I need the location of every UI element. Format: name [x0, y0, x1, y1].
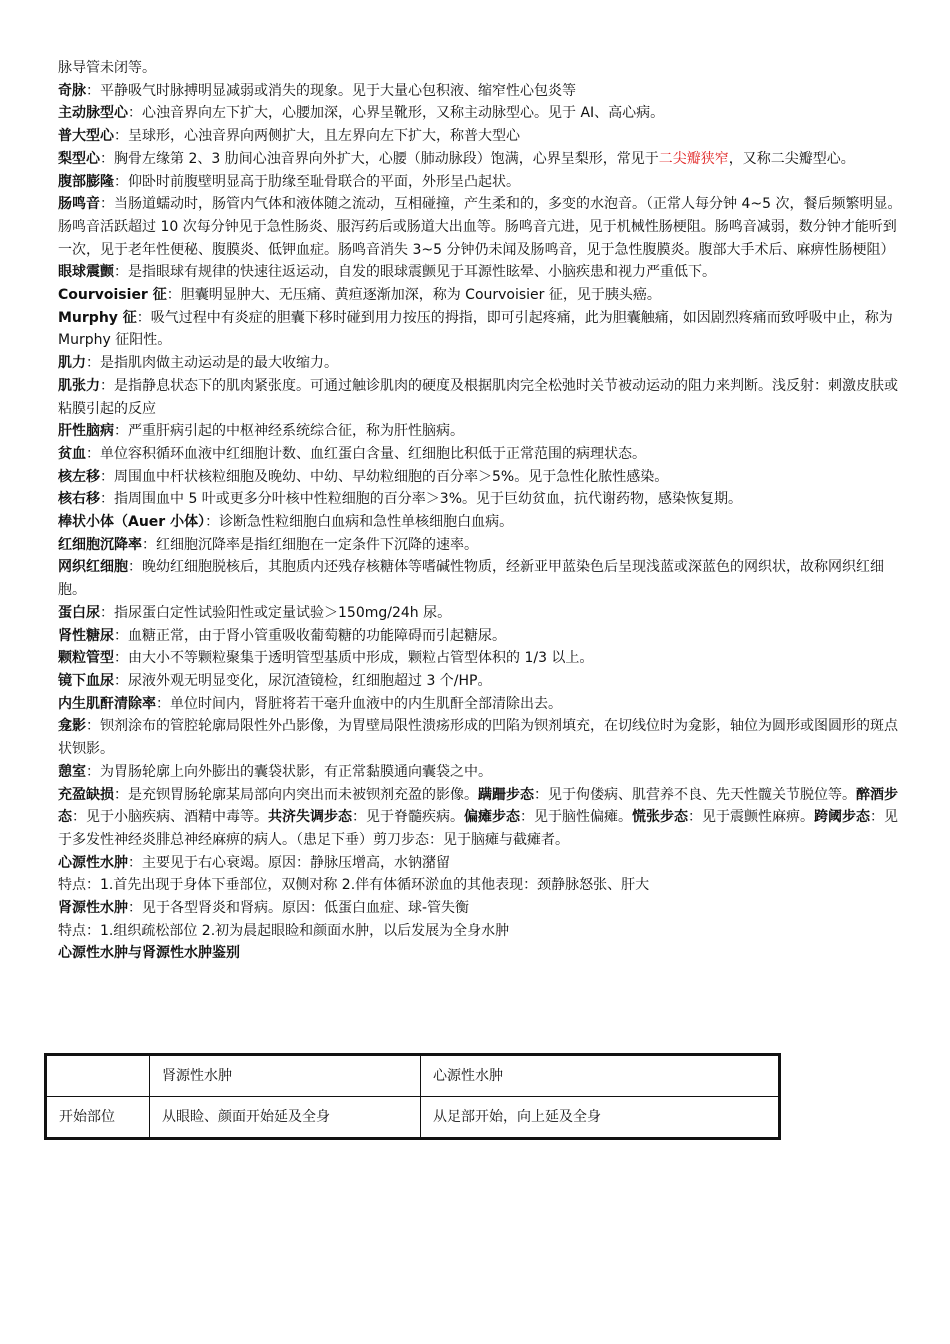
entry-text: ：由大小不等颗粒聚集于透明管型基质中形成，颗粒占管型体积的 1/3 以上。 — [114, 650, 594, 667]
entry-term: 心源性水肿 — [58, 854, 128, 871]
entry-text: ：见于脑性偏瘫。 — [520, 809, 632, 826]
entry-text: ：呈球形，心浊音界向两侧扩大，且左界向左下扩大，称普大型心 — [114, 128, 520, 145]
glossary-entry — [58, 920, 903, 943]
entry-text: ：仰卧时前腹壁明显高于肋缘至耻骨联合的平面，外形呈凸起状。 — [114, 173, 520, 190]
glossary-entry — [58, 693, 903, 716]
entries-list — [58, 57, 903, 942]
entry-term: 网织红细胞 — [58, 559, 128, 576]
entry-term: 慌张步态 — [632, 809, 688, 826]
glossary-entry — [58, 534, 903, 557]
entry-text: ：单位容积循环血液中红细胞计数、血红蛋白含量、红细胞比积低于正常范围的病理状态。 — [86, 445, 646, 462]
glossary-entry — [58, 874, 903, 897]
glossary-entry — [58, 670, 903, 693]
entry-term: 共济失调步态 — [268, 809, 352, 826]
table-row — [46, 1097, 780, 1139]
glossary-entry — [58, 625, 903, 648]
glossary-entry — [58, 715, 903, 760]
entry-text: ：血糖正常，由于肾小管重吸收葡萄糖的功能障碍而引起糖尿。 — [114, 627, 506, 644]
entry-term: 内生肌酐清除率 — [58, 695, 156, 712]
glossary-entry — [58, 556, 903, 601]
entry-text: ：晚幼红细胞脱核后，其胞质内还残存核糖体等嗜碱性物质，经新亚甲蓝染色后呈现浅蓝或深蓝色的网织状，故称网织红细胞。 — [58, 559, 884, 599]
entry-term: 镜下血尿 — [58, 672, 114, 689]
entry-term: 跨阈步态 — [814, 809, 870, 826]
glossary-entry — [58, 852, 903, 875]
glossary-entry — [58, 80, 903, 103]
glossary-entry — [58, 193, 903, 261]
entry-term: 梨型心 — [58, 150, 100, 167]
table-cell: 心源性水肿 — [421, 1055, 780, 1097]
entry-term: 腹部膨隆 — [58, 173, 114, 190]
table-cell: 从足部开始，向上延及全身 — [421, 1097, 780, 1139]
glossary-entry — [58, 466, 903, 489]
glossary-entry — [58, 784, 903, 852]
glossary-entry — [58, 602, 903, 625]
highlighted-text: 二尖瓣狭窄 — [658, 150, 729, 167]
entry-term: Courvoisier 征 — [58, 287, 167, 304]
entry-term: 醉酒步态 — [58, 786, 898, 826]
entry-term: 肌力 — [58, 355, 86, 372]
entry-text: ：诊断急性粒细胞白血病和急性单核细胞白血病。 — [205, 514, 514, 531]
entry-text: ：胸骨左缘第 2、3 肋间心浊音界向外扩大，心腰（肺动脉段）饱满，心界呈梨形，常见于 — [100, 150, 659, 167]
glossary-entry — [58, 171, 903, 194]
glossary-entry — [58, 125, 903, 148]
entry-text: ：钡剂涂布的管腔轮廓局限性外凸影像，为胃壁局限性溃疡形成的凹陷为钡剂填充，在切线位时为龛影，轴位为圆形或图圆形的斑点状钡影。 — [58, 718, 898, 758]
entry-text: ：见于各型肾炎和肾病。原因：低蛋白血症、球-管失衡 — [128, 900, 470, 917]
entry-term: 蹒跚步态 — [478, 786, 534, 803]
entry-text: ：严重肝病引起的中枢神经系统综合征，称为肝性脑病。 — [114, 423, 464, 440]
entry-text: ：吸气过程中有炎症的胆囊下移时碰到用力按压的拇指，即可引起疼痛，此为胆囊触痛，如因剧烈疼痛而致呼吸中止，称为 Murphy 征阳性。 — [58, 309, 893, 349]
table-cell — [46, 1055, 150, 1097]
entry-text: ：是充钡胃肠轮廓某局部向内突出而未被钡剂充盈的影像。 — [114, 786, 478, 803]
glossary-entry — [58, 307, 903, 352]
entry-term: 憩室 — [58, 763, 86, 780]
glossary-entry — [58, 761, 903, 784]
entry-text: ：周围血中杆状核粒细胞及晚幼、中幼、早幼粒细胞的百分率＞5%。见于急性化脓性感染。 — [100, 468, 669, 485]
entry-text: ：胆囊明显肿大、无压痛、黄疸逐渐加深，称为 Courvoisier 征，见于胰头癌。 — [166, 287, 661, 304]
entry-text: ：当肠道蠕动时，肠管内气体和液体随之流动，互相碰撞，产生柔和的，多变的水泡音。（正常人每分钟 4~5 次，餐后频繁明显。肠鸣音活跃超过 10 次每分钟见于急性肠炎、服泻药后或肠道大出血等。肠鸣音亢进，见于机械性肠梗阻。肠鸣音减弱，数分钟才能听到一次，见于老年性便秘、腹膜炎、低钾血症。肠鸣音消失 3~5 分钟仍未闻及肠鸣音，见于急性腹膜炎。腹部大手术后、麻痹性肠梗阻） — [58, 196, 902, 258]
entry-text: ，又称二尖瓣型心。 — [728, 150, 855, 167]
glossary-entry — [58, 897, 903, 920]
entry-term: 贫血 — [58, 445, 86, 462]
entry-text: ：见于脊髓疾病。 — [352, 809, 464, 826]
glossary-entry — [58, 148, 903, 171]
table-cell: 肾源性水肿 — [150, 1055, 421, 1097]
entry-text: ：平静吸气时脉搏明显减弱或消失的现象。见于大量心包积液、缩窄性心包炎等 — [86, 82, 576, 99]
entry-text: ：是指静息状态下的肌肉紧张度。可通过触诊肌肉的硬度及根据肌肉完全松弛时关节被动运动的阻力来判断。浅反射：刺激皮肤或粘膜引起的反应 — [58, 377, 898, 417]
entry-term: 充盈缺损 — [58, 786, 114, 803]
entry-term: 偏瘫步态 — [464, 809, 520, 826]
table-cell: 开始部位 — [46, 1097, 150, 1139]
glossary-entry — [58, 420, 903, 443]
entry-text: ：心浊音界向左下扩大，心腰加深，心界呈靴形，又称主动脉型心。见于 AI、高心病。 — [128, 105, 665, 122]
entry-term: 肌张力 — [58, 377, 100, 394]
document-page — [58, 57, 903, 1125]
entry-text: 特点：1.首先出现于身体下垂部位，双侧对称 2.伴有体循环淤血的其他表现：颈静脉怒张、肝大 — [58, 877, 650, 894]
table-header-row — [46, 1055, 780, 1097]
entry-text: ：见于震颤性麻痹。 — [688, 809, 814, 826]
entry-term: 肠鸣音 — [58, 196, 100, 213]
entry-text: ：尿液外观无明显变化，尿沉渣镜检，红细胞超过 3 个/HP。 — [114, 672, 492, 689]
glossary-entry — [58, 488, 903, 511]
entry-term: 主动脉型心 — [58, 105, 128, 122]
glossary-entry — [58, 443, 903, 466]
entry-text: ：单位时间内，肾脏将若干毫升血液中的内生肌酐全部清除出去。 — [156, 695, 562, 712]
glossary-entry — [58, 375, 903, 420]
entry-text: 脉导管未闭等。 — [58, 60, 156, 76]
entry-term: 肝性脑病 — [58, 423, 114, 440]
entry-term: 蛋白尿 — [58, 604, 100, 621]
table-cell: 从眼睑、颜面开始延及全身 — [150, 1097, 421, 1139]
entry-term: 核左移 — [58, 468, 100, 485]
entry-text: ：见于多发性神经炎腓总神经麻痹的病人。（患足下垂）剪刀步态：见于脑瘫与截瘫者。 — [58, 809, 898, 848]
entry-text: ：为胃肠轮廓上向外膨出的囊袋状影，有正常黏膜通向囊袋之中。 — [86, 763, 492, 780]
entry-text: ：红细胞沉降率是指红细胞在一定条件下沉降的速率。 — [142, 536, 478, 553]
entry-term: 肾源性水肿 — [58, 900, 128, 917]
entry-term: Murphy 征 — [58, 309, 137, 326]
entry-term: 眼球震颤 — [58, 264, 114, 281]
entry-term: 龛影 — [58, 718, 86, 735]
entry-text: ：是指肌肉做主动运动是的最大收缩力。 — [86, 355, 338, 372]
entry-term: 红细胞沉降率 — [58, 536, 142, 553]
glossary-entry — [58, 102, 903, 125]
entry-text: ：见于佝偻病、肌营养不良、先天性髋关节脱位等。 — [534, 786, 856, 803]
entry-term: 奇脉 — [58, 82, 86, 99]
glossary-entry — [58, 352, 903, 375]
glossary-entry — [58, 57, 903, 80]
entry-text: ：是指眼球有规律的快速往返运动，自发的眼球震颤见于耳源性眩晕、小脑疾患和视力严重低下。 — [114, 264, 716, 281]
table-title: 心源性水肿与肾源性水肿鉴别 — [58, 945, 240, 962]
glossary-entry — [58, 647, 903, 670]
glossary-entry — [58, 261, 903, 284]
entry-term: 棒状小体（Auer 小体） — [58, 514, 206, 531]
entry-text: ：指尿蛋白定性试验阳性或定量试验＞150mg/24h 尿。 — [100, 604, 452, 621]
entry-text: 特点：1.组织疏松部位 2.初为晨起眼睑和颜面水肿，以后发展为全身水肿 — [58, 922, 510, 939]
comparison-table — [44, 1053, 781, 1140]
entry-text: ：见于小脑疾病、酒精中毒等。 — [72, 809, 268, 826]
entry-term: 肾性糖尿 — [58, 627, 114, 644]
glossary-entry — [58, 511, 903, 534]
glossary-entry — [58, 284, 903, 307]
entry-term: 核右移 — [58, 491, 100, 508]
entry-text: ：指周围血中 5 叶或更多分叶核中性粒细胞的百分率＞3%。见于巨幼贫血，抗代谢药物，感染恢复期。 — [100, 491, 743, 508]
entry-term: 普大型心 — [58, 128, 114, 145]
entry-text: ：主要见于右心衰竭。原因：静脉压增高，水钠潴留 — [128, 854, 450, 871]
entry-term: 颗粒管型 — [58, 650, 114, 667]
